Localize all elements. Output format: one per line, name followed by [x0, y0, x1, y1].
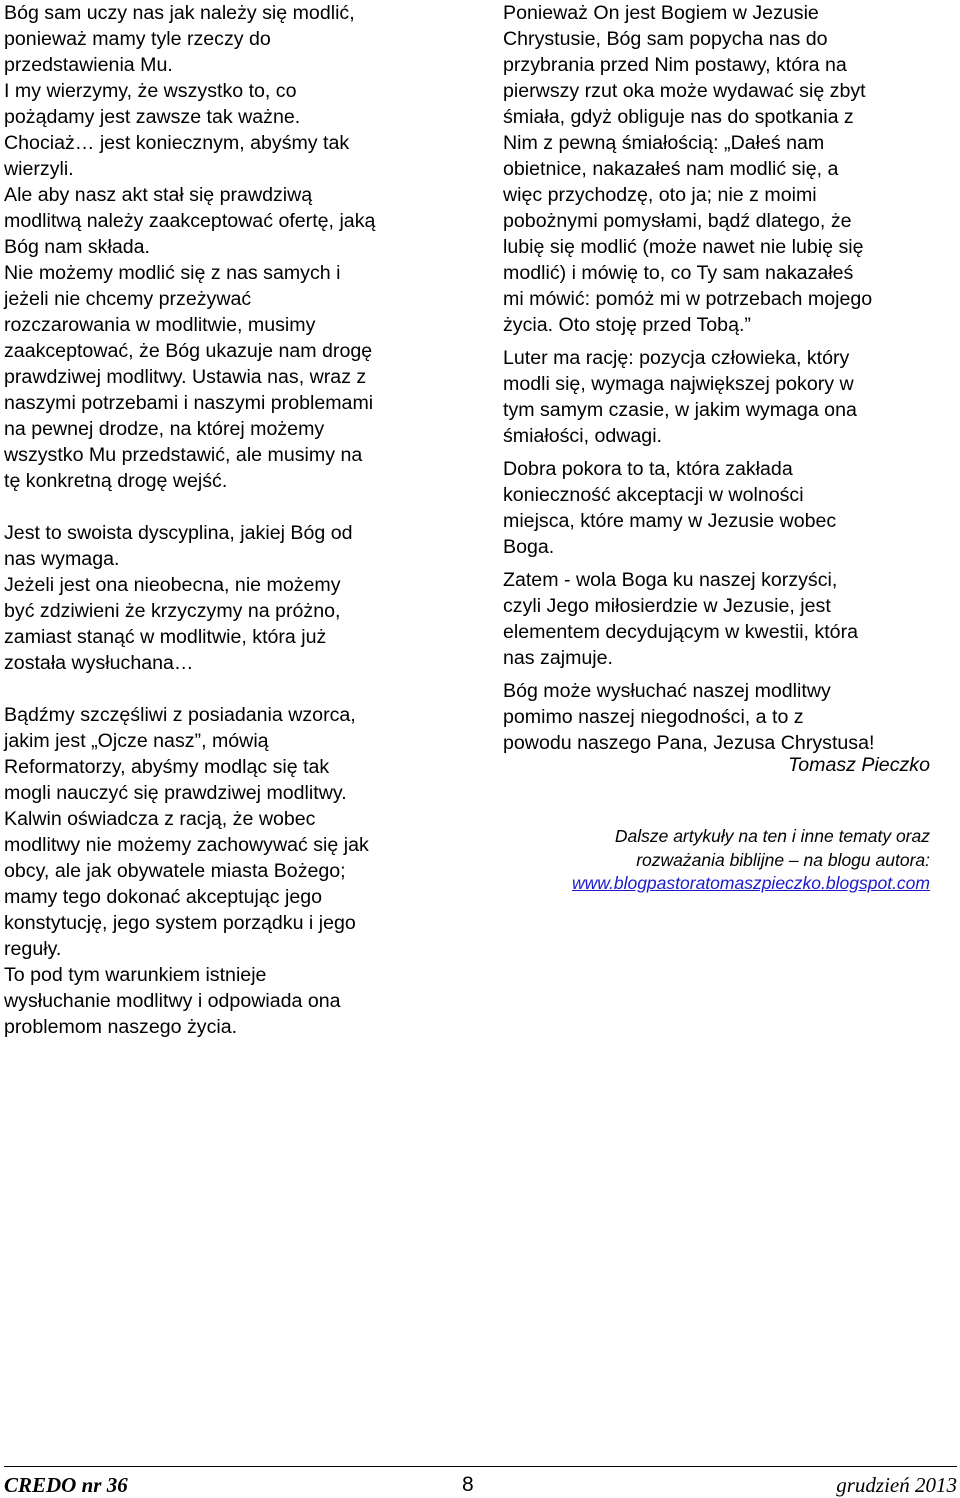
spacer: [4, 676, 454, 702]
paragraph: Dobra pokora to ta, która zakłada konieczność akceptacji w wolności miejsca, które mamy w Jezusie wobec Boga.: [503, 458, 837, 558]
blog-link[interactable]: www.blogpastoratomaszpieczko.blogspot.com: [572, 873, 930, 893]
paragraph: Bóg może wysłuchać naszej modlitwy pomimo naszej niegodności, a to z powodu naszego Pana, Jezusa Chrystusa!: [503, 680, 875, 754]
paragraph: Nie możemy modlić się z nas samych i jeżeli nie chcemy przeżywać rozczarowania w modlitwie, musimy zaakceptować, że Bóg ukazuje nam drogę prawdziwej modlitwy. Ustawia nas, wraz z naszymi potrzebami i naszymi problemami na pewnej drodze, na której możemy wszystko Mu przedstawić, ale musimy na tę konkretną drogę wejść.: [4, 262, 374, 492]
paragraph: Ponieważ On jest Bogiem w Jezusie Chrystusie, Bóg sam popycha nas do przybrania przed Nim postawy, która na pierwszy rzut oka może wydawać się zbyt śmiała, gdyż obliguje nas do spotkania z Nim z pewną śmiałością: „Dałeś nam obietnice, nakazałeś nam modlić się, a więc przychodzę, oto ja; nie z moimi pobożnymi pomysłami, bądź dlatego, że lubię się modlić (może nawet nie lubię się modlić) i mówię to, co Ty sam nakazałeś mi mówić: pomóż mi w potrzebach mojego życia. Oto stoję przed Tobą.”: [503, 2, 873, 336]
author-signature: Tomasz Pieczko: [788, 754, 930, 776]
paragraph: Zatem - wola Boga ku naszej korzyści, czyli Jego miłosierdzie w Jezusie, jest elementem decydującym w kwestii, która nas zajmuje.: [503, 569, 858, 669]
left-column: [4, 0, 454, 1040]
issue-date: grudzień 2013: [836, 1473, 957, 1497]
page-number: 8: [462, 1473, 474, 1496]
paragraph: Bóg sam uczy nas jak należy się modlić, ponieważ mamy tyle rzeczy do przedstawienia Mu.: [4, 2, 355, 76]
issue-label: CREDO nr 36: [4, 1473, 128, 1497]
paragraph: I my wierzymy, że wszystko to, co pożądamy jest zawsze tak ważne.: [4, 80, 301, 128]
paragraph: Ale aby nasz akt stał się prawdziwą modlitwą należy zaakceptować ofertę, jaką Bóg nam składa.: [4, 184, 376, 258]
paragraph: To pod tym warunkiem istnieje wysłuchanie modlitwy i odpowiada ona problemom naszego życia.: [4, 964, 341, 1038]
spacer: [4, 494, 454, 520]
paragraph: Jeżeli jest ona nieobecna, nie możemy być zdziwieni że krzyczymy na próżno, zamiast stanąć w modlitwie, która już została wysłuchana…: [4, 574, 341, 674]
right-column: [503, 0, 943, 756]
paragraph: Bądźmy szczęśliwi z posiadania wzorca, jakim jest „Ojcze nasz”, mówią Reformatorzy, abyśmy modląc się tak mogli nauczyć się prawdziwej modlitwy.: [4, 704, 356, 804]
paragraph: Luter ma rację: pozycja człowieka, który modli się, wymaga największej pokory w tym samym czasie, w jakim wymaga ona śmiałości, odwagi.: [503, 347, 857, 447]
blog-note: [480, 825, 930, 896]
paragraph: Chociaż… jest koniecznym, abyśmy tak wierzyli.: [4, 132, 350, 180]
paragraph: Jest to swoista dyscyplina, jakiej Bóg od nas wymaga.: [4, 522, 353, 570]
blog-note-line: Dalsze artykuły na ten i inne tematy oraz: [614, 826, 930, 846]
blog-note-line: rozważania biblijne – na blogu autora:: [636, 849, 930, 870]
page-footer: [4, 1466, 957, 1497]
paragraph: Kalwin oświadcza z racją, że wobec modlitwy nie możemy zachowywać się jak obcy, ale jak obywatele miasta Bożego; mamy tego dokonać akceptując jego konstytucję, jego system porządku i jego reguły.: [4, 808, 369, 960]
